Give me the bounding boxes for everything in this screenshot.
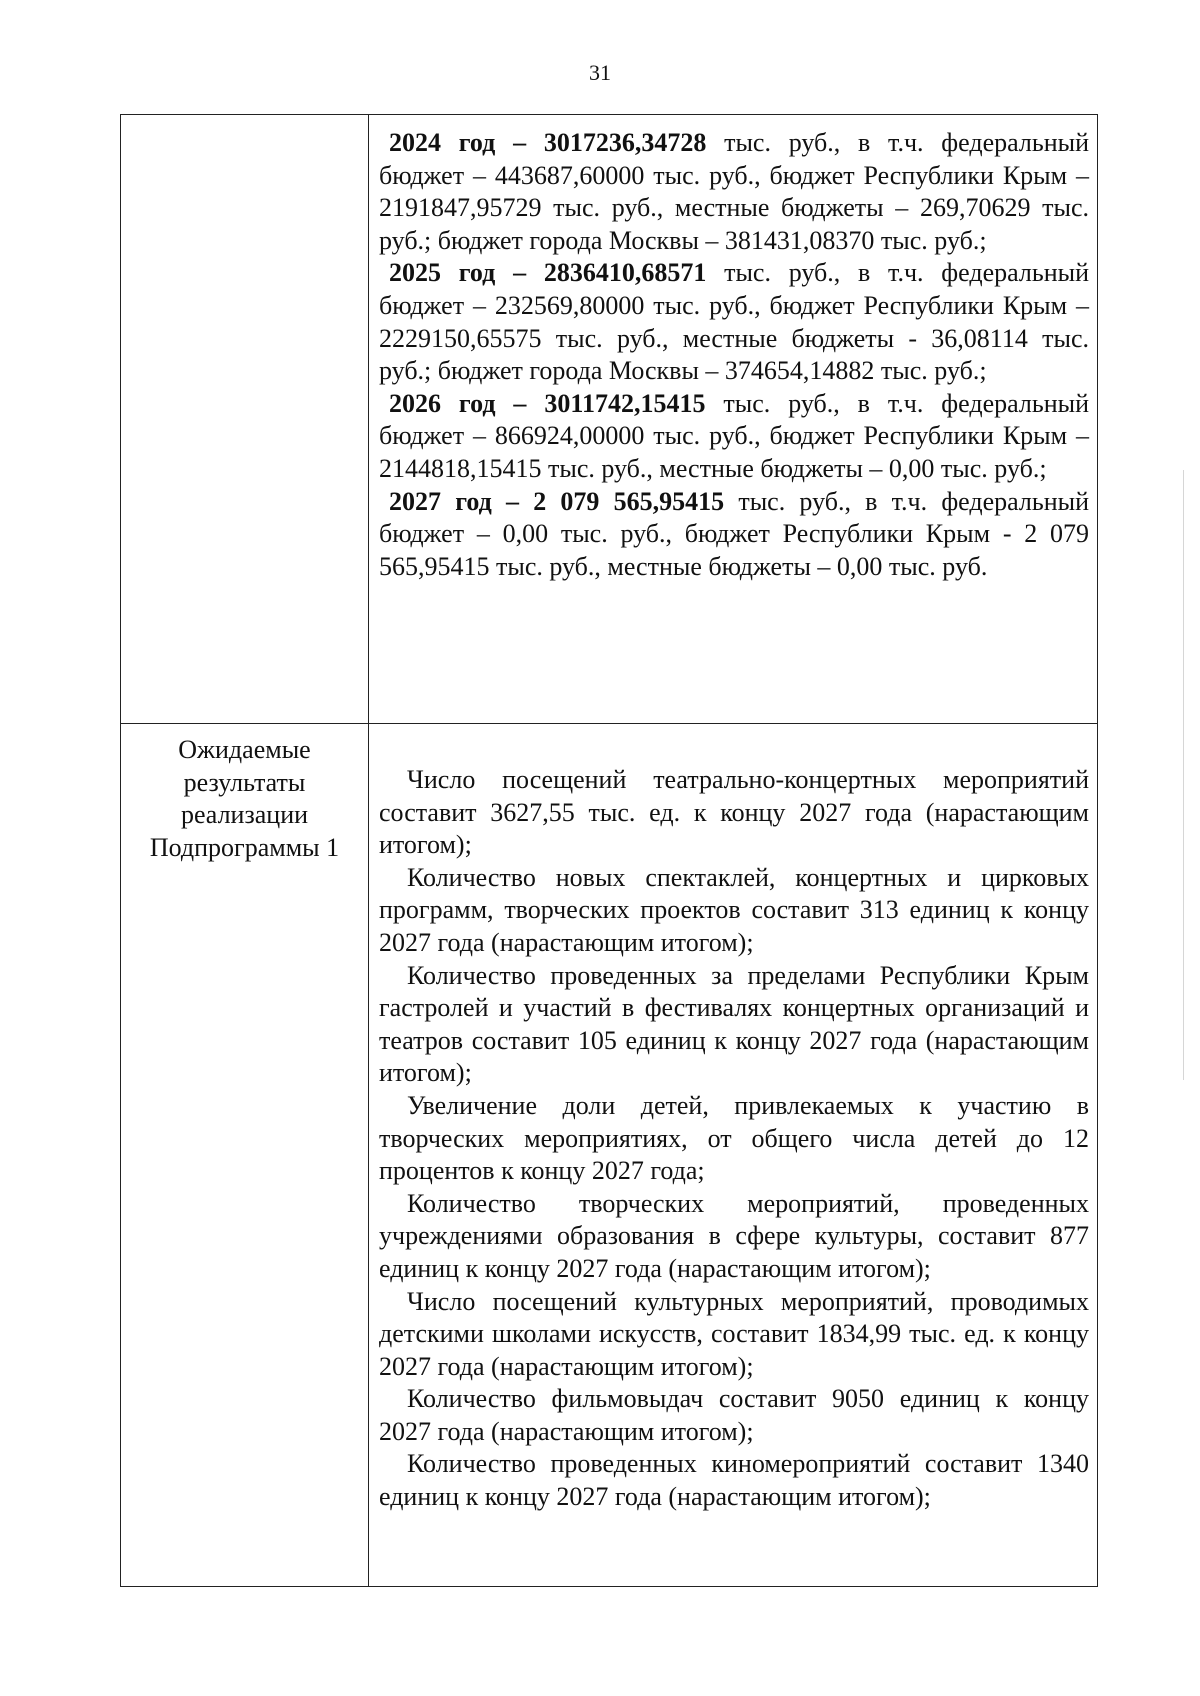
results-label: Ожидаемые результаты реализации Подпрограммы 1 <box>149 735 340 862</box>
year-label: 2024 год <box>389 128 496 157</box>
results-cell <box>369 724 1098 1587</box>
year-total: 2 079 565,95415 <box>533 486 725 516</box>
year-label: 2025 год <box>389 258 496 288</box>
result-item: Количество проведенных за пределами Республики Крым гастролей и участий в фестивалях концертных организаций и театров составит 105 единиц к концу 2027 года (нарастающим итогом); <box>379 960 1089 1088</box>
funding-2024: 2024 год – 3017236,34728 тыс. руб., в т.ч. федеральный бюджет – 443687,60000 тыс. руб., бюджет Республики Крым – 2191847,95729 тыс. руб., местные бюджеты – 269,70629 тыс. руб.; бюджет города Москвы – 381431,08370 тыс. руб.; <box>379 128 1090 255</box>
result-item: Количество новых спектаклей, концертных и цирковых программ, творческих проектов составит 313 единиц к концу 2027 года (нарастающим итогом); <box>379 862 1089 957</box>
page-number: 31 <box>589 60 611 85</box>
year-label: 2027 год <box>389 486 492 516</box>
results-label-cell <box>121 724 369 1587</box>
funding-2026: 2026 год – 3011742,15415 тыс. руб., в т.ч. федеральный бюджет – 866924,00000 тыс. руб., бюджет Республики Крым – 2144818,15415 тыс. руб., местные бюджеты – 0,00 тыс. руб.; <box>379 388 1090 483</box>
scan-margin-mark <box>1183 470 1184 1080</box>
result-item: Число посещений культурных мероприятий, проводимых детскими школами искусств, составит 1834,99 тыс. ед. к концу 2027 года (нарастающим итогом); <box>379 1286 1089 1381</box>
funding-breakdown: тыс. руб., в т.ч. федеральный бюджет – 443687,60000 тыс. руб., бюджет Республики Крым – 2191847,95729 тыс. руб., местные бюджеты – 269,70629 тыс. руб.; бюджет города Москвы – 381431,08370 тыс. руб.; <box>379 128 1090 255</box>
result-item: Количество фильмовыдач составит 9050 единиц к концу 2027 года (нарастающим итогом); <box>379 1384 1089 1446</box>
result-item: Количество творческих мероприятий, проведенных учреждениями образования в сфере культуры, составит 877 единиц к концу 2027 года (нарастающим итогом); <box>379 1188 1089 1283</box>
year-total: 2836410,68571 <box>543 258 707 288</box>
funding-row <box>121 115 1098 724</box>
program-passport-table <box>120 114 1098 1587</box>
year-total: 3017236,34728 <box>543 128 707 157</box>
funding-2025: 2025 год – 2836410,68571 тыс. руб., в т.ч. федеральный бюджет – 232569,80000 тыс. руб., бюджет Республики Крым – 2229150,65575 тыс. руб., местные бюджеты - 36,08114 тыс. руб.; бюджет города Москвы – 374654,14882 тыс. руб.; <box>379 258 1090 386</box>
result-item: Увеличение доли детей, привлекаемых к участию в творческих мероприятиях, от общего числа детей до 12 процентов к концу 2027 года; <box>379 1090 1089 1186</box>
year-total: 3011742,15415 <box>544 388 706 418</box>
funding-breakdown: тыс. руб., в т.ч. федеральный бюджет – 232569,80000 тыс. руб., бюджет Республики Крым – 2229150,65575 тыс. руб., местные бюджеты - 36,08114 тыс. руб.; бюджет города Москвы – 374654,14882 тыс. руб.; <box>379 258 1090 386</box>
funding-label-cell <box>121 115 369 724</box>
funding-breakdown: тыс. руб., в т.ч. федеральный бюджет – 866924,00000 тыс. руб., бюджет Республики Крым – 2144818,15415 тыс. руб., местные бюджеты – 0,00 тыс. руб.; <box>379 388 1090 483</box>
result-item: Количество проведенных киномероприятий составит 1340 единиц к концу 2027 года (нарастающим итогом); <box>379 1449 1089 1512</box>
funding-2027: 2027 год – 2 079 565,95415 тыс. руб., в т.ч. федеральный бюджет – 0,00 тыс. руб., бюджет Республики Крым - 2 079 565,95415 тыс. руб., местные бюджеты – 0,00 тыс. руб. <box>379 486 1090 581</box>
result-item: Число посещений театрально-концертных мероприятий составит 3627,55 тыс. ед. к концу 2027 года (нарастающим итогом); <box>379 765 1089 860</box>
results-row <box>121 724 1098 1587</box>
funding-cell <box>369 115 1098 724</box>
year-label: 2026 год <box>389 388 496 418</box>
funding-breakdown: тыс. руб., в т.ч. федеральный бюджет – 0,00 тыс. руб., бюджет Республики Крым - 2 079 565,95415 тыс. руб., местные бюджеты – 0,00 тыс. руб. <box>379 486 1090 581</box>
